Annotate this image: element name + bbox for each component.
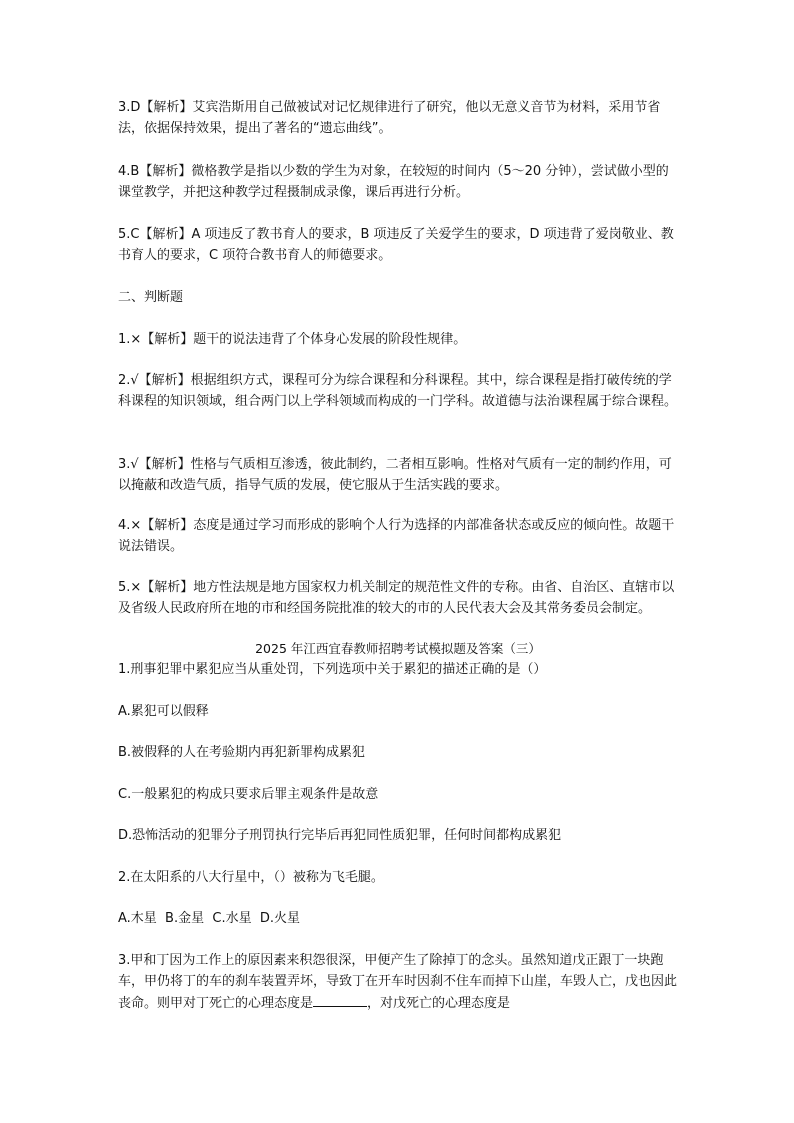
judgment-4: 4.×【解析】态度是通过学习而形成的影响个人行为选择的内部准备状态或反应的倾向性。故题干说法错误。 [118,518,675,554]
judgment-3: 3.√【解析】性格与气质相互渗透，彼此制约，二者相互影响。性格对气质有一定的制约作用，可以掩蔽和改造气质，指导气质的发展，使它服从于生活实践的要求。 [118,457,672,493]
question-3-stem-part1: 3.甲和丁因为工作上的原因素来积怨很深，甲便产生了除掉丁的念头。虽然知道戊正跟丁一块跑车，甲仍将丁的车的刹车装置弄坏，导致丁在开车时因刹不住车而掉下山崖，车毁人亡，戊也因此丧命。则甲对丁死亡的心理态度是 [118,953,678,1011]
judgment-5: 5.×【解析】地方性法规是地方国家权力机关制定的规范性文件的专称。由省、自治区、直辖市以及省级人民政府所在地的市和经国务院批准的较大的市的人民代表大会及其常务委员会制定。 [118,580,675,616]
answer-blank [313,992,367,1007]
question-1-option-c: C.一般累犯的构成只要求后罪主观条件是故意 [118,787,379,802]
question-3-stem-part2: ，对戊死亡的心理态度是 [367,996,511,1011]
question-3-stem [118,950,678,1014]
section-heading-judgment: 二、判断题 [118,290,184,305]
answer-5: 5.C【解析】A 项违反了教书育人的要求，B 项违反了关爱学生的要求，D 项违背了爱岗敬业、教书育人的要求，C 项符合教书育人的师德要求。 [118,227,674,263]
question-1-option-b: B.被假释的人在考验期内再犯新罪构成累犯 [118,745,366,760]
question-1-stem: 1.刑事犯罪中累犯应当从重处罚，下列选项中关于累犯的描述正确的是（） [118,662,547,677]
question-2-options: A.木星 B.金星 C.水星 D.火星 [118,911,300,926]
question-1-option-a: A.累犯可以假释 [118,704,209,719]
exam-title: 2025 年江西宜春教师招聘考试模拟题及答案（三） [255,641,541,656]
question-1-option-d: D.恐怖活动的犯罪分子刑罚执行完毕后再犯同性质犯罪，任何时间都构成累犯 [118,828,562,843]
answer-3: 3.D【解析】艾宾浩斯用自己做被试对记忆规律进行了研究，他以无意义音节为材料，采用节省法，依据保持效果，提出了著名的“遗忘曲线”。 [118,100,661,136]
answer-4: 4.B【解析】微格教学是指以少数的学生为对象，在较短的时间内（5～20 分钟），尝试做小型的课堂教学，并把这种教学过程摄制成录像，课后再进行分析。 [118,164,669,200]
judgment-1: 1.×【解析】题干的说法违背了个体身心发展的阶段性规律。 [118,332,467,347]
question-2-stem: 2.在太阳系的八大行星中，（）被称为飞毛腿。 [118,870,384,885]
judgment-2: 2.√【解析】根据组织方式，课程可分为综合课程和分科课程。其中，综合课程是指打破传统的学科课程的知识领域，组合两门以上学科领域而构成的一门学科。故道德与法治课程属于综合课程。 [118,373,678,409]
